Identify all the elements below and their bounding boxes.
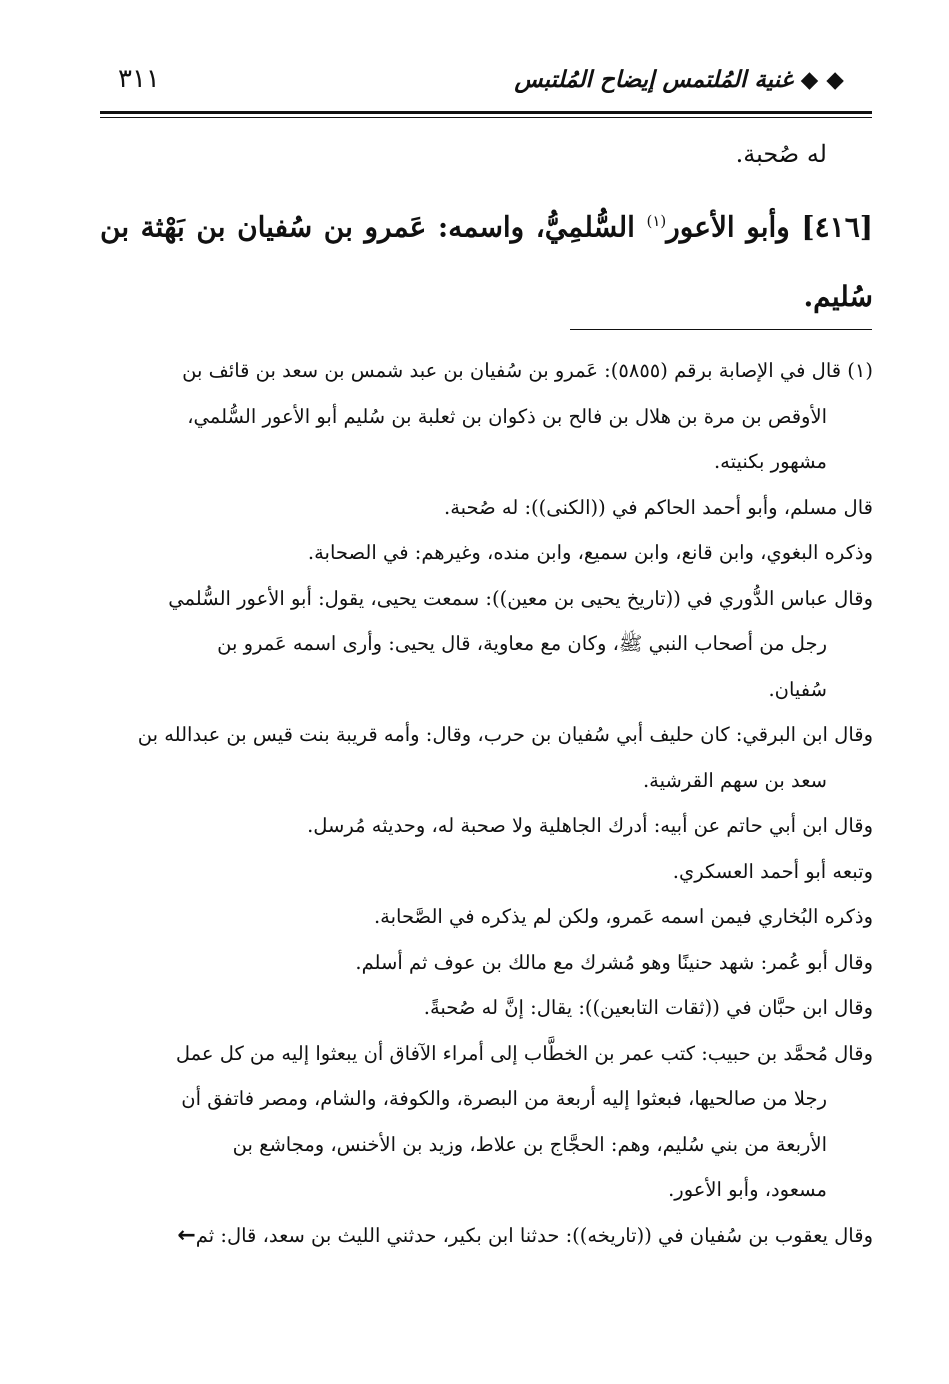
header-rule-thick xyxy=(100,111,872,114)
running-header-title: ◆ ◆ غنية المُلتمس إيضاح المُلتبس xyxy=(514,66,844,93)
previous-entry-end: له صُحبة. xyxy=(735,140,827,168)
page-number: ٣١١ xyxy=(118,64,160,94)
footnote-line: سعد بن سهم القرشية. xyxy=(642,768,827,792)
footnote-line: وذكره البُخاري فيمن اسمه عَمرو، ولكن لم يذكره في الصَّحابة. xyxy=(373,905,873,928)
footnote-line: قال مسلم، وأبو أحمد الحاكم في ((الكنى)): له صُحبة. xyxy=(444,495,873,519)
footnote-line-text: وقال يعقوب بن سُفيان في ((تاريخه)): حدثنا ابن بكير، حدثني الليث بن سعد، قال: ثم xyxy=(195,1223,873,1247)
footnote-line: الأوقص بن مرة بن هلال بن فالح بن ذكوان بن ثعلبة بن سُليم أبو الأعور السُّلمي، xyxy=(187,404,827,428)
footnote-block xyxy=(100,348,873,1258)
footnote-line: مشهور بكنيته. xyxy=(713,450,827,473)
footnote-line: وقال عباس الدُّوري في ((تاريخ يحيى بن معين)): سمعت يحيى، يقول: أبو الأعور السُّلمي xyxy=(168,586,873,610)
footnote-line: (١) قال في الإصابة برقم (٥٨٥٥): عَمرو بن سُفيان بن عبد شمس بن سعد بن قائف بن xyxy=(182,359,873,382)
continued-arrow-icon: ← xyxy=(177,1222,196,1248)
footnote-separator xyxy=(570,329,872,330)
footnote-line-last xyxy=(100,1213,873,1259)
footnote-line: وذكره البغوي، وابن قانع، وابن سميع، وابن منده، وغيرهم: في الصحابة. xyxy=(307,541,873,564)
footnote-line: رجلا من صالحيها، فبعثوا إليه أربعة من البصرة، والكوفة، والشام، ومصر فاتفق أن xyxy=(181,1087,827,1110)
header-rule-thin xyxy=(100,117,872,118)
footnote-line: وقال ابن البرقي: كان حليف أبي سُفيان بن حرب، وقال: وأمه قريبة بنت قيس بن عبدالله بن xyxy=(137,723,873,746)
footnote-line: الأربعة من بني سُليم، وهم: الحجَّاج بن علاط، وزيد بن الأخنس، ومجاشع بن xyxy=(232,1132,827,1156)
footnote-line: وتبعه أبو أحمد العسكري. xyxy=(672,859,873,883)
footnote-line: رجل من أصحاب النبي ﷺ، وكان مع معاوية، قال يحيى: وأرى اسمه عَمرو بن xyxy=(217,632,827,655)
footnote-line: وقال مُحمَّد بن حبيب: كتب عمر بن الخطَّاب إلى أمراء الآفاق أن يبعثوا إليه من كل عمل xyxy=(175,1041,873,1065)
footnote-reference: (١) xyxy=(646,212,667,230)
footnote-line: وقال ابن أبي حاتم عن أبيه: أدرك الجاهلية ولا صحبة له، وحديثه مُرسل. xyxy=(307,814,873,837)
entry-title-rest: السُّلمِيُّ، واسمه: عَمرو بن سُفيان بن بَهْثة بن سُليم. xyxy=(100,210,873,314)
footnote-line: سُفيان. xyxy=(768,677,827,701)
footnote-line: وقال أبو عُمر: شهد حنينًا وهو مُشرك مع مالك بن عوف ثم أسلم. xyxy=(355,950,873,974)
entry-heading xyxy=(100,186,873,332)
entry-title: [٤١٦] وأبو الأعور xyxy=(666,210,874,244)
footnote-line: مسعود، وأبو الأعور. xyxy=(668,1178,827,1201)
footnote-line: وقال ابن حبَّان في ((ثقات التابعين)): يقال: إنَّ له صُحبةً. xyxy=(423,996,873,1019)
